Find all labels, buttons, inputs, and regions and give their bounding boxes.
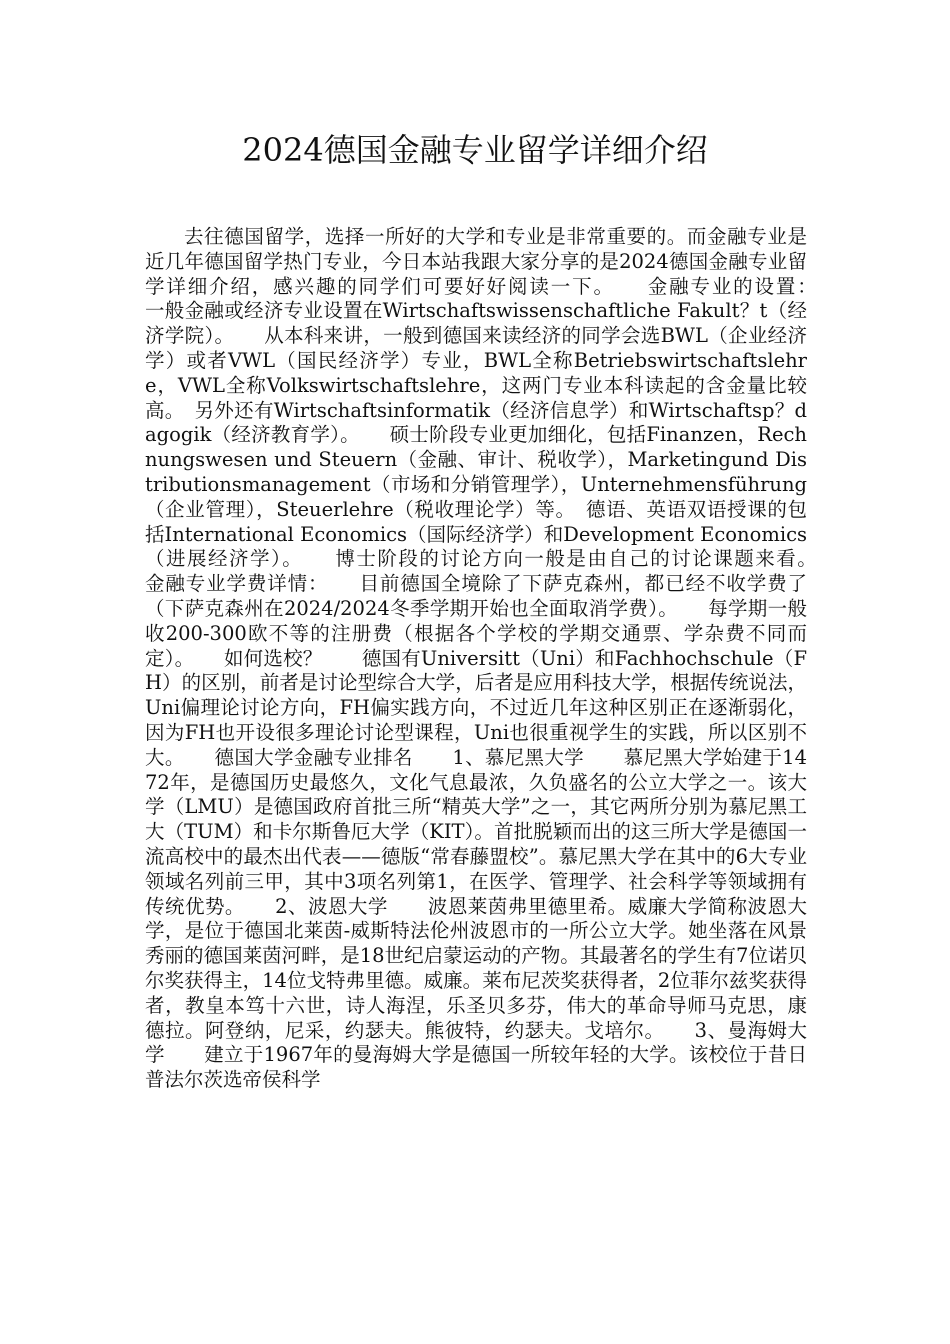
- document-body-paragraph: 去往德国留学，选择一所好的大学和专业是非常重要的。而金融专业是近几年德国留学热门专业，今日本站我跟大家分享的是2024德国金融专业留学详细介绍，感兴趣的同学们可要好好阅读一下。 金融专业的设置： 一般金融或经济专业设置在Wirtschaftswissenschaftliche Fakult？t（经济学院）。 从本科来讲，一般到德国来读经济的同学会选BWL（企业经济学）或者VWL（国民经济学）专业，BWL全称Betriebswirtschaftslehre，VWL全称Volkswirtschaftslehre，这两门专业本科读起的含金量比较高。 另外还有Wirtschaftsinformatik（经济信息学）和Wirtschaftsp？dagogik（经济教育学）。 硕士阶段专业更加细化，包括Finanzen，Rechnungswesen und Steuern（金融、审计、税收学），Marketingund Distributionsmanagement（市场和分销管理学），Unternehmensführung（企业管理），Steuerlehre（税收理论学）等。 德语、英语双语授课的包括International Economics（国际经济学）和Development Economics （进展经济学）。 博士阶段的讨论方向一般是由自己的讨论课题来看。 金融专业学费详情： 目前德国全境除了下萨克森州，都已经不收学费了（下萨克森州在2024/2024冬季学期开始也全面取消学费）。 每学期一般收200-300欧不等的注册费（根据各个学校的学期交通票、学杂费不同而定）。 如何选校？ 德国有Universitt（Uni）和Fachhochschule（FH）的区别，前者是讨论型综合大学，后者是应用科技大学，根据传统说法，Uni偏理论讨论方向，FH偏实践方向，不过近几年这种区别正在逐渐弱化，因为FH也开设很多理论讨论型课程，Uni也很重视学生的实践，所以区别不大。 德国大学金融专业排名 1、慕尼黑大学 慕尼黑大学始建于1472年，是德国历史最悠久，文化气息最浓，久负盛名的公立大学之一。该大学（LMU）是德国政府首批三所“精英大学”之一，其它两所分别为慕尼黑工大（TUM）和卡尔斯鲁厄大学（KIT）。首批脱颖而出的这三所大学是德国一流高校中的最杰出代表——德版“常春藤盟校”。慕尼黑大学在其中的6大专业领域名列前三甲，其中3项名列第1，在医学、管理学、社会科学等领域拥有传统优势。 2、波恩大学 波恩莱茵弗里德里希。威廉大学简称波恩大学，是位于德国北莱茵-威斯特法伦州波恩市的一所公立大学。她坐落在风景秀丽的德国莱茵河畔，是18世纪启蒙运动的产物。其最著名的学生有7位诺贝尔奖获得主，14位戈特弗里德。威廉。莱布尼茨奖获得者，2位菲尔兹奖获得者，教皇本笃十六世，诗人海涅，乐圣贝多芬，伟大的革命导师马克思，康德拉。阿登纳，尼采，约瑟夫。熊彼特，约瑟夫。戈培尔。 3、曼海姆大学 建立于1967年的曼海姆大学是德国一所较年轻的大学。该校位于昔日普法尔茨选帝侯科学: [145, 225, 847, 1092]
- document-title: 2024德国金融专业留学详细介绍: [242, 131, 708, 169]
